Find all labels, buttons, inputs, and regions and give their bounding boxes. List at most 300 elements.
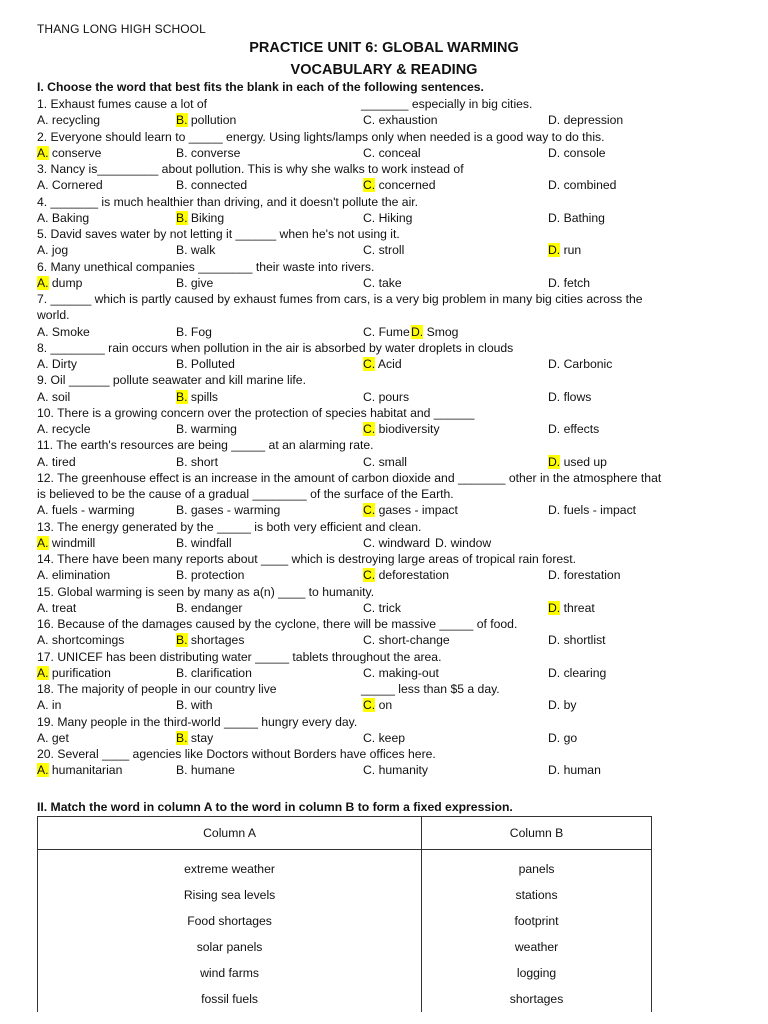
option-d[interactable] xyxy=(548,762,601,778)
section-1-instruction: I. Choose the word that best fits the blank in each of the following sentences. xyxy=(37,80,484,94)
option-text: Carbonic xyxy=(563,357,613,371)
option-a[interactable] xyxy=(37,454,76,470)
option-letter: C. xyxy=(363,503,376,518)
option-text: window xyxy=(450,535,492,550)
option-letter: B. xyxy=(176,145,188,160)
option-text: humanity xyxy=(378,763,429,778)
option-a[interactable] xyxy=(37,632,124,648)
section-2-instruction: II. Match the word in column A to the word in column B to form a fixed expression. xyxy=(37,800,513,814)
option-c[interactable] xyxy=(363,421,440,437)
option-letter: A. xyxy=(37,535,49,550)
question-stem xyxy=(37,405,737,421)
question-text: 14. There have been many reports about ____ which is destroying large areas of tropical rain forest. xyxy=(37,552,577,566)
option-d[interactable] xyxy=(548,242,581,258)
option-text: threat xyxy=(563,600,595,615)
option-letter: C. xyxy=(363,324,376,339)
option-d[interactable] xyxy=(548,356,612,372)
option-text: depression xyxy=(563,113,624,128)
option-letter: B. xyxy=(176,275,188,290)
option-b[interactable] xyxy=(176,762,235,778)
option-letter: D. xyxy=(548,422,561,436)
option-a[interactable] xyxy=(37,421,91,437)
option-letter: C. xyxy=(363,730,376,745)
option-letter: D. xyxy=(548,503,561,518)
option-c[interactable] xyxy=(363,567,449,583)
option-b[interactable] xyxy=(176,730,213,746)
option-text: run xyxy=(563,243,582,258)
option-text: humanitarian xyxy=(51,763,123,778)
option-a[interactable] xyxy=(37,665,111,681)
option-letter: D. xyxy=(411,324,424,339)
option-b[interactable] xyxy=(176,112,236,128)
question-stem xyxy=(37,340,737,356)
question-text-continued: world. xyxy=(37,308,70,323)
option-text: short xyxy=(190,454,219,469)
question-text-continued: is believed to be the cause of a gradual ________ of the surface of the Earth. xyxy=(37,487,454,501)
option-text: conserve xyxy=(51,145,102,160)
question-text-tail: _______ especially in big cities. xyxy=(361,97,533,111)
option-letter: D. xyxy=(548,389,561,404)
option-text: with xyxy=(190,698,213,713)
option-d[interactable] xyxy=(435,535,491,551)
option-text: by xyxy=(563,698,577,713)
option-letter: B. xyxy=(176,422,188,436)
option-c[interactable] xyxy=(363,145,421,161)
option-text: recycling xyxy=(51,113,100,128)
option-letter: D. xyxy=(548,145,561,160)
option-a[interactable] xyxy=(37,324,90,340)
option-text: making-out xyxy=(378,665,439,680)
option-text: shortages xyxy=(190,633,245,648)
option-letter: C. xyxy=(363,243,376,258)
option-c[interactable] xyxy=(363,275,402,291)
option-letter: B. xyxy=(176,113,188,128)
column-b-cell: stations xyxy=(422,882,652,908)
option-text: Acid xyxy=(377,357,402,371)
option-text: fuels - warming xyxy=(51,503,135,518)
option-letter: A. xyxy=(37,422,49,436)
option-b[interactable] xyxy=(176,389,218,405)
matching-table xyxy=(37,816,652,1012)
option-text: short-change xyxy=(378,633,450,648)
option-text: deforestation xyxy=(378,568,450,583)
option-a[interactable] xyxy=(37,356,77,372)
column-b-cell: logging xyxy=(422,960,652,986)
option-text: get xyxy=(51,730,69,745)
option-b[interactable] xyxy=(176,145,240,161)
option-text: small xyxy=(378,454,408,469)
option-d[interactable] xyxy=(548,600,595,616)
option-letter: D. xyxy=(548,600,561,615)
question-stem xyxy=(37,129,737,145)
option-text: humane xyxy=(190,763,235,778)
option-b[interactable] xyxy=(176,632,244,648)
option-text: treat xyxy=(51,600,77,615)
column-b-cell: panels xyxy=(422,856,652,882)
option-text: flows xyxy=(563,389,592,404)
option-letter: D. xyxy=(548,243,561,258)
option-letter: C. xyxy=(363,698,376,713)
option-text: soil xyxy=(51,389,71,404)
option-a[interactable] xyxy=(37,145,101,161)
option-text: spills xyxy=(190,389,218,404)
column-b-header: Column B xyxy=(422,817,652,850)
option-text: Baking xyxy=(51,210,90,225)
question-text: 12. The greenhouse effect is an increase in the amount of carbon dioxide and _______ other in the atmosphere that xyxy=(37,470,662,485)
option-c[interactable] xyxy=(363,324,410,340)
question-stem xyxy=(37,681,737,697)
option-text: clearing xyxy=(563,665,607,680)
option-letter: D. xyxy=(548,275,561,290)
option-text: Smoke xyxy=(51,324,90,339)
option-d[interactable] xyxy=(548,697,576,713)
option-letter: A. xyxy=(37,698,49,713)
table-row xyxy=(38,960,652,986)
worksheet-subtitle: VOCABULARY & READING xyxy=(290,62,478,78)
option-letter: A. xyxy=(37,275,49,290)
option-c[interactable] xyxy=(363,600,401,616)
question-stem xyxy=(37,551,737,567)
option-a[interactable] xyxy=(37,242,68,258)
option-text: stay xyxy=(190,730,214,745)
option-letter: D. xyxy=(548,633,561,648)
option-b[interactable] xyxy=(176,697,213,713)
question-text: 19. Many people in the third-world _____ hungry every day. xyxy=(37,714,358,729)
option-d[interactable] xyxy=(548,632,606,648)
option-letter: C. xyxy=(363,633,376,648)
option-text: walk xyxy=(190,243,216,258)
option-letter: A. xyxy=(37,243,49,258)
option-c[interactable] xyxy=(363,697,392,713)
option-text: forestation xyxy=(563,568,621,583)
option-letter: C. xyxy=(363,145,376,160)
question-stem xyxy=(37,714,737,730)
option-text: conceal xyxy=(378,145,421,160)
option-letter: D. xyxy=(548,178,561,193)
option-text: windward xyxy=(378,535,431,550)
option-text: converse xyxy=(190,145,241,160)
option-letter: B. xyxy=(176,730,188,745)
option-letter: D. xyxy=(548,763,561,778)
option-letter: A. xyxy=(37,178,49,193)
option-c[interactable] xyxy=(363,762,428,778)
option-b[interactable] xyxy=(176,275,213,291)
option-a[interactable] xyxy=(37,112,100,128)
option-text: in xyxy=(51,698,62,713)
column-a-cell: Rising sea levels xyxy=(38,882,422,908)
option-b[interactable] xyxy=(176,665,252,681)
option-text: shortcomings xyxy=(51,633,125,648)
option-text: windmill xyxy=(51,535,96,550)
option-letter: D. xyxy=(548,210,561,225)
option-letter: A. xyxy=(37,730,49,745)
option-text: dump xyxy=(51,275,83,290)
option-text: Fog xyxy=(190,324,212,339)
option-d[interactable] xyxy=(548,389,591,405)
option-a[interactable] xyxy=(37,210,89,226)
option-letter: D. xyxy=(548,357,561,371)
option-text: Hiking xyxy=(378,210,413,225)
question-text: 16. Because of the damages caused by the cyclone, there will be massive _____ of food. xyxy=(37,617,518,631)
option-text: Smog xyxy=(426,324,459,339)
option-a[interactable] xyxy=(37,567,110,583)
option-letter: B. xyxy=(176,454,188,469)
option-letter: C. xyxy=(363,535,376,550)
option-c[interactable] xyxy=(363,535,430,551)
option-b[interactable] xyxy=(176,421,237,437)
option-text: Biking xyxy=(190,210,225,225)
worksheet-title: PRACTICE UNIT 6: GLOBAL WARMING xyxy=(249,40,519,56)
option-text: purification xyxy=(51,665,111,680)
question-text: 15. Global warming is seen by many as a(n) ____ to humanity. xyxy=(37,584,375,599)
option-a[interactable] xyxy=(37,389,70,405)
column-b-cell: footprint xyxy=(422,908,652,934)
question-stem xyxy=(37,372,737,388)
question-text: 4. _______ is much healthier than driving, and it doesn't pollute the air. xyxy=(37,194,419,209)
column-a-cell: fossil fuels xyxy=(38,986,422,1012)
option-d[interactable] xyxy=(548,210,605,226)
option-d[interactable] xyxy=(548,112,623,128)
option-d[interactable] xyxy=(548,177,616,193)
option-letter: B. xyxy=(176,633,188,648)
option-text: combined xyxy=(563,178,617,193)
option-letter: A. xyxy=(37,210,49,225)
question-stem xyxy=(37,291,737,307)
option-letter: B. xyxy=(176,698,188,713)
option-letter: C. xyxy=(363,113,376,128)
option-letter: B. xyxy=(176,324,188,339)
option-letter: D. xyxy=(548,454,561,469)
option-d[interactable] xyxy=(548,421,599,437)
option-letter: D. xyxy=(548,568,561,583)
column-b-cell: weather xyxy=(422,934,652,960)
option-c[interactable] xyxy=(363,112,438,128)
option-letter: A. xyxy=(37,454,49,469)
question-stem xyxy=(37,519,737,535)
option-text: on xyxy=(378,698,393,713)
option-c[interactable] xyxy=(363,356,402,372)
option-b[interactable] xyxy=(176,567,244,583)
option-letter: A. xyxy=(37,324,49,339)
option-letter: B. xyxy=(176,357,188,371)
option-letter: A. xyxy=(37,503,49,518)
option-a[interactable] xyxy=(37,730,69,746)
option-letter: A. xyxy=(37,568,49,583)
option-d[interactable] xyxy=(548,730,577,746)
option-b[interactable] xyxy=(176,535,232,551)
option-text: recycle xyxy=(51,422,91,436)
question-stem xyxy=(37,649,737,665)
option-letter: A. xyxy=(37,600,49,615)
option-d[interactable] xyxy=(548,275,590,291)
option-c[interactable] xyxy=(363,210,412,226)
option-c[interactable] xyxy=(363,177,436,193)
option-text: elimination xyxy=(51,568,111,583)
option-letter: B. xyxy=(176,243,188,258)
table-row xyxy=(38,986,652,1012)
option-text: Cornered xyxy=(51,178,103,193)
option-text: effects xyxy=(563,422,600,436)
school-name: THANG LONG HIGH SCHOOL xyxy=(37,22,206,36)
option-letter: C. xyxy=(363,422,376,436)
option-a[interactable] xyxy=(37,275,82,291)
table-row xyxy=(38,934,652,960)
option-d[interactable] xyxy=(548,665,606,681)
option-letter: B. xyxy=(176,389,188,404)
option-letter: B. xyxy=(176,763,188,778)
option-b[interactable] xyxy=(176,502,280,518)
option-text: connected xyxy=(190,178,248,193)
option-c[interactable] xyxy=(363,730,405,746)
option-letter: A. xyxy=(37,665,49,680)
option-letter: A. xyxy=(37,763,49,778)
option-letter: C. xyxy=(363,178,376,193)
option-text: stroll xyxy=(378,243,405,258)
option-letter: C. xyxy=(363,763,376,778)
option-letter: C. xyxy=(363,568,376,583)
option-text: human xyxy=(563,763,601,778)
option-d[interactable] xyxy=(411,324,458,340)
option-text: gases - impact xyxy=(378,503,458,518)
column-a-cell: extreme weather xyxy=(38,856,422,882)
option-a[interactable] xyxy=(37,177,103,193)
question-stem xyxy=(37,470,737,486)
option-letter: B. xyxy=(176,568,188,583)
option-letter: A. xyxy=(37,633,49,648)
option-d[interactable] xyxy=(548,502,636,518)
option-a[interactable] xyxy=(37,762,122,778)
option-b[interactable] xyxy=(176,600,242,616)
option-text: go xyxy=(563,730,578,745)
question-stem xyxy=(37,226,737,242)
option-text: concerned xyxy=(378,178,436,193)
option-c[interactable] xyxy=(363,242,404,258)
option-b[interactable] xyxy=(176,177,247,193)
option-text: clarification xyxy=(190,665,252,680)
question-stem xyxy=(37,616,737,632)
question-stem xyxy=(37,259,737,275)
option-letter: C. xyxy=(363,275,376,290)
option-a[interactable] xyxy=(37,697,61,713)
option-text: Polluted xyxy=(190,357,235,371)
option-letter: C. xyxy=(363,357,376,371)
option-c[interactable] xyxy=(363,389,409,405)
option-text: shortlist xyxy=(563,633,606,648)
column-a-cell: wind farms xyxy=(38,960,422,986)
question-text: 20. Several ____ agencies like Doctors without Borders have offices here. xyxy=(37,747,436,761)
question-text: 10. There is a growing concern over the protection of species habitat and ______ xyxy=(37,405,475,420)
option-text: biodiversity xyxy=(378,422,440,436)
option-letter: B. xyxy=(176,535,188,550)
table-row xyxy=(38,908,652,934)
option-text: Bathing xyxy=(563,210,605,225)
option-letter: D. xyxy=(548,665,561,680)
column-b-cell: shortages xyxy=(422,986,652,1012)
option-c[interactable] xyxy=(363,502,458,518)
option-a[interactable] xyxy=(37,600,76,616)
column-a-cell: Food shortages xyxy=(38,908,422,934)
option-letter: D. xyxy=(548,113,561,128)
question-stem xyxy=(37,194,737,210)
option-b[interactable] xyxy=(176,324,212,340)
option-b[interactable] xyxy=(176,210,224,226)
option-letter: D. xyxy=(548,698,561,713)
option-text: warming xyxy=(190,422,237,436)
option-letter: C. xyxy=(363,389,376,404)
question-text: 3. Nancy is_________ about pollution. This is why she walks to work instead of xyxy=(37,162,464,176)
option-letter: C. xyxy=(363,665,376,680)
option-b[interactable] xyxy=(176,454,218,470)
option-b[interactable] xyxy=(176,242,215,258)
option-text: exhaustion xyxy=(378,113,438,128)
option-text: trick xyxy=(378,600,401,615)
table-row xyxy=(38,856,652,882)
option-text: Dirty xyxy=(51,357,77,371)
option-letter: A. xyxy=(37,113,49,128)
option-letter: C. xyxy=(363,600,376,615)
option-text: fetch xyxy=(563,275,591,290)
option-letter: D. xyxy=(435,535,448,550)
option-d[interactable] xyxy=(548,567,621,583)
question-text: 5. David saves water by not letting it ______ when he's not using it. xyxy=(37,227,400,241)
option-letter: D. xyxy=(548,730,561,745)
question-text-tail: _____ less than $5 a day. xyxy=(361,682,500,696)
option-a[interactable] xyxy=(37,535,95,551)
option-text: pours xyxy=(378,389,410,404)
question-stem xyxy=(37,746,737,762)
option-text: used up xyxy=(563,454,607,469)
question-text: 6. Many unethical companies ________ their waste into rivers. xyxy=(37,259,375,274)
option-text: tired xyxy=(51,454,76,469)
option-letter: C. xyxy=(363,210,376,225)
option-a[interactable] xyxy=(37,502,135,518)
option-d[interactable] xyxy=(548,145,606,161)
option-c[interactable] xyxy=(363,665,439,681)
option-text: pollution xyxy=(190,113,237,128)
option-c[interactable] xyxy=(363,454,407,470)
option-letter: B. xyxy=(176,503,188,518)
question-text: 9. Oil ______ pollute seawater and kill marine life. xyxy=(37,373,306,388)
option-text: protection xyxy=(190,568,245,583)
option-text: windfall xyxy=(190,535,232,550)
option-letter: A. xyxy=(37,389,49,404)
option-text: take xyxy=(378,275,402,290)
option-text: jog xyxy=(51,243,69,258)
question-stem xyxy=(37,161,737,177)
option-text: endanger xyxy=(190,600,243,615)
option-letter: B. xyxy=(176,600,188,615)
column-a-header: Column A xyxy=(38,817,422,850)
option-b[interactable] xyxy=(176,356,235,372)
question-text: 1. Exhaust fumes cause a lot of xyxy=(37,97,208,111)
question-text: 2. Everyone should learn to _____ energy. Using lights/lamps only when needed is a good way to do this. xyxy=(37,129,605,144)
option-text: Fume xyxy=(378,324,410,339)
option-text: give xyxy=(190,275,214,290)
option-c[interactable] xyxy=(363,632,450,648)
column-a-cell: solar panels xyxy=(38,934,422,960)
option-text: console xyxy=(563,145,606,160)
question-stem xyxy=(37,96,737,112)
option-letter: B. xyxy=(176,210,188,225)
question-stem xyxy=(37,584,737,600)
option-text: gases - warming xyxy=(190,503,281,518)
question-text: 7. ______ which is partly caused by exhaust fumes from cars, is a very big problem in many big cities across the xyxy=(37,292,643,306)
option-d[interactable] xyxy=(548,454,607,470)
question-text: 13. The energy generated by the _____ is both very efficient and clean. xyxy=(37,519,422,534)
question-text: 18. The majority of people in our country live xyxy=(37,682,277,696)
option-text: keep xyxy=(378,730,406,745)
option-text: fuels - impact xyxy=(563,503,637,518)
